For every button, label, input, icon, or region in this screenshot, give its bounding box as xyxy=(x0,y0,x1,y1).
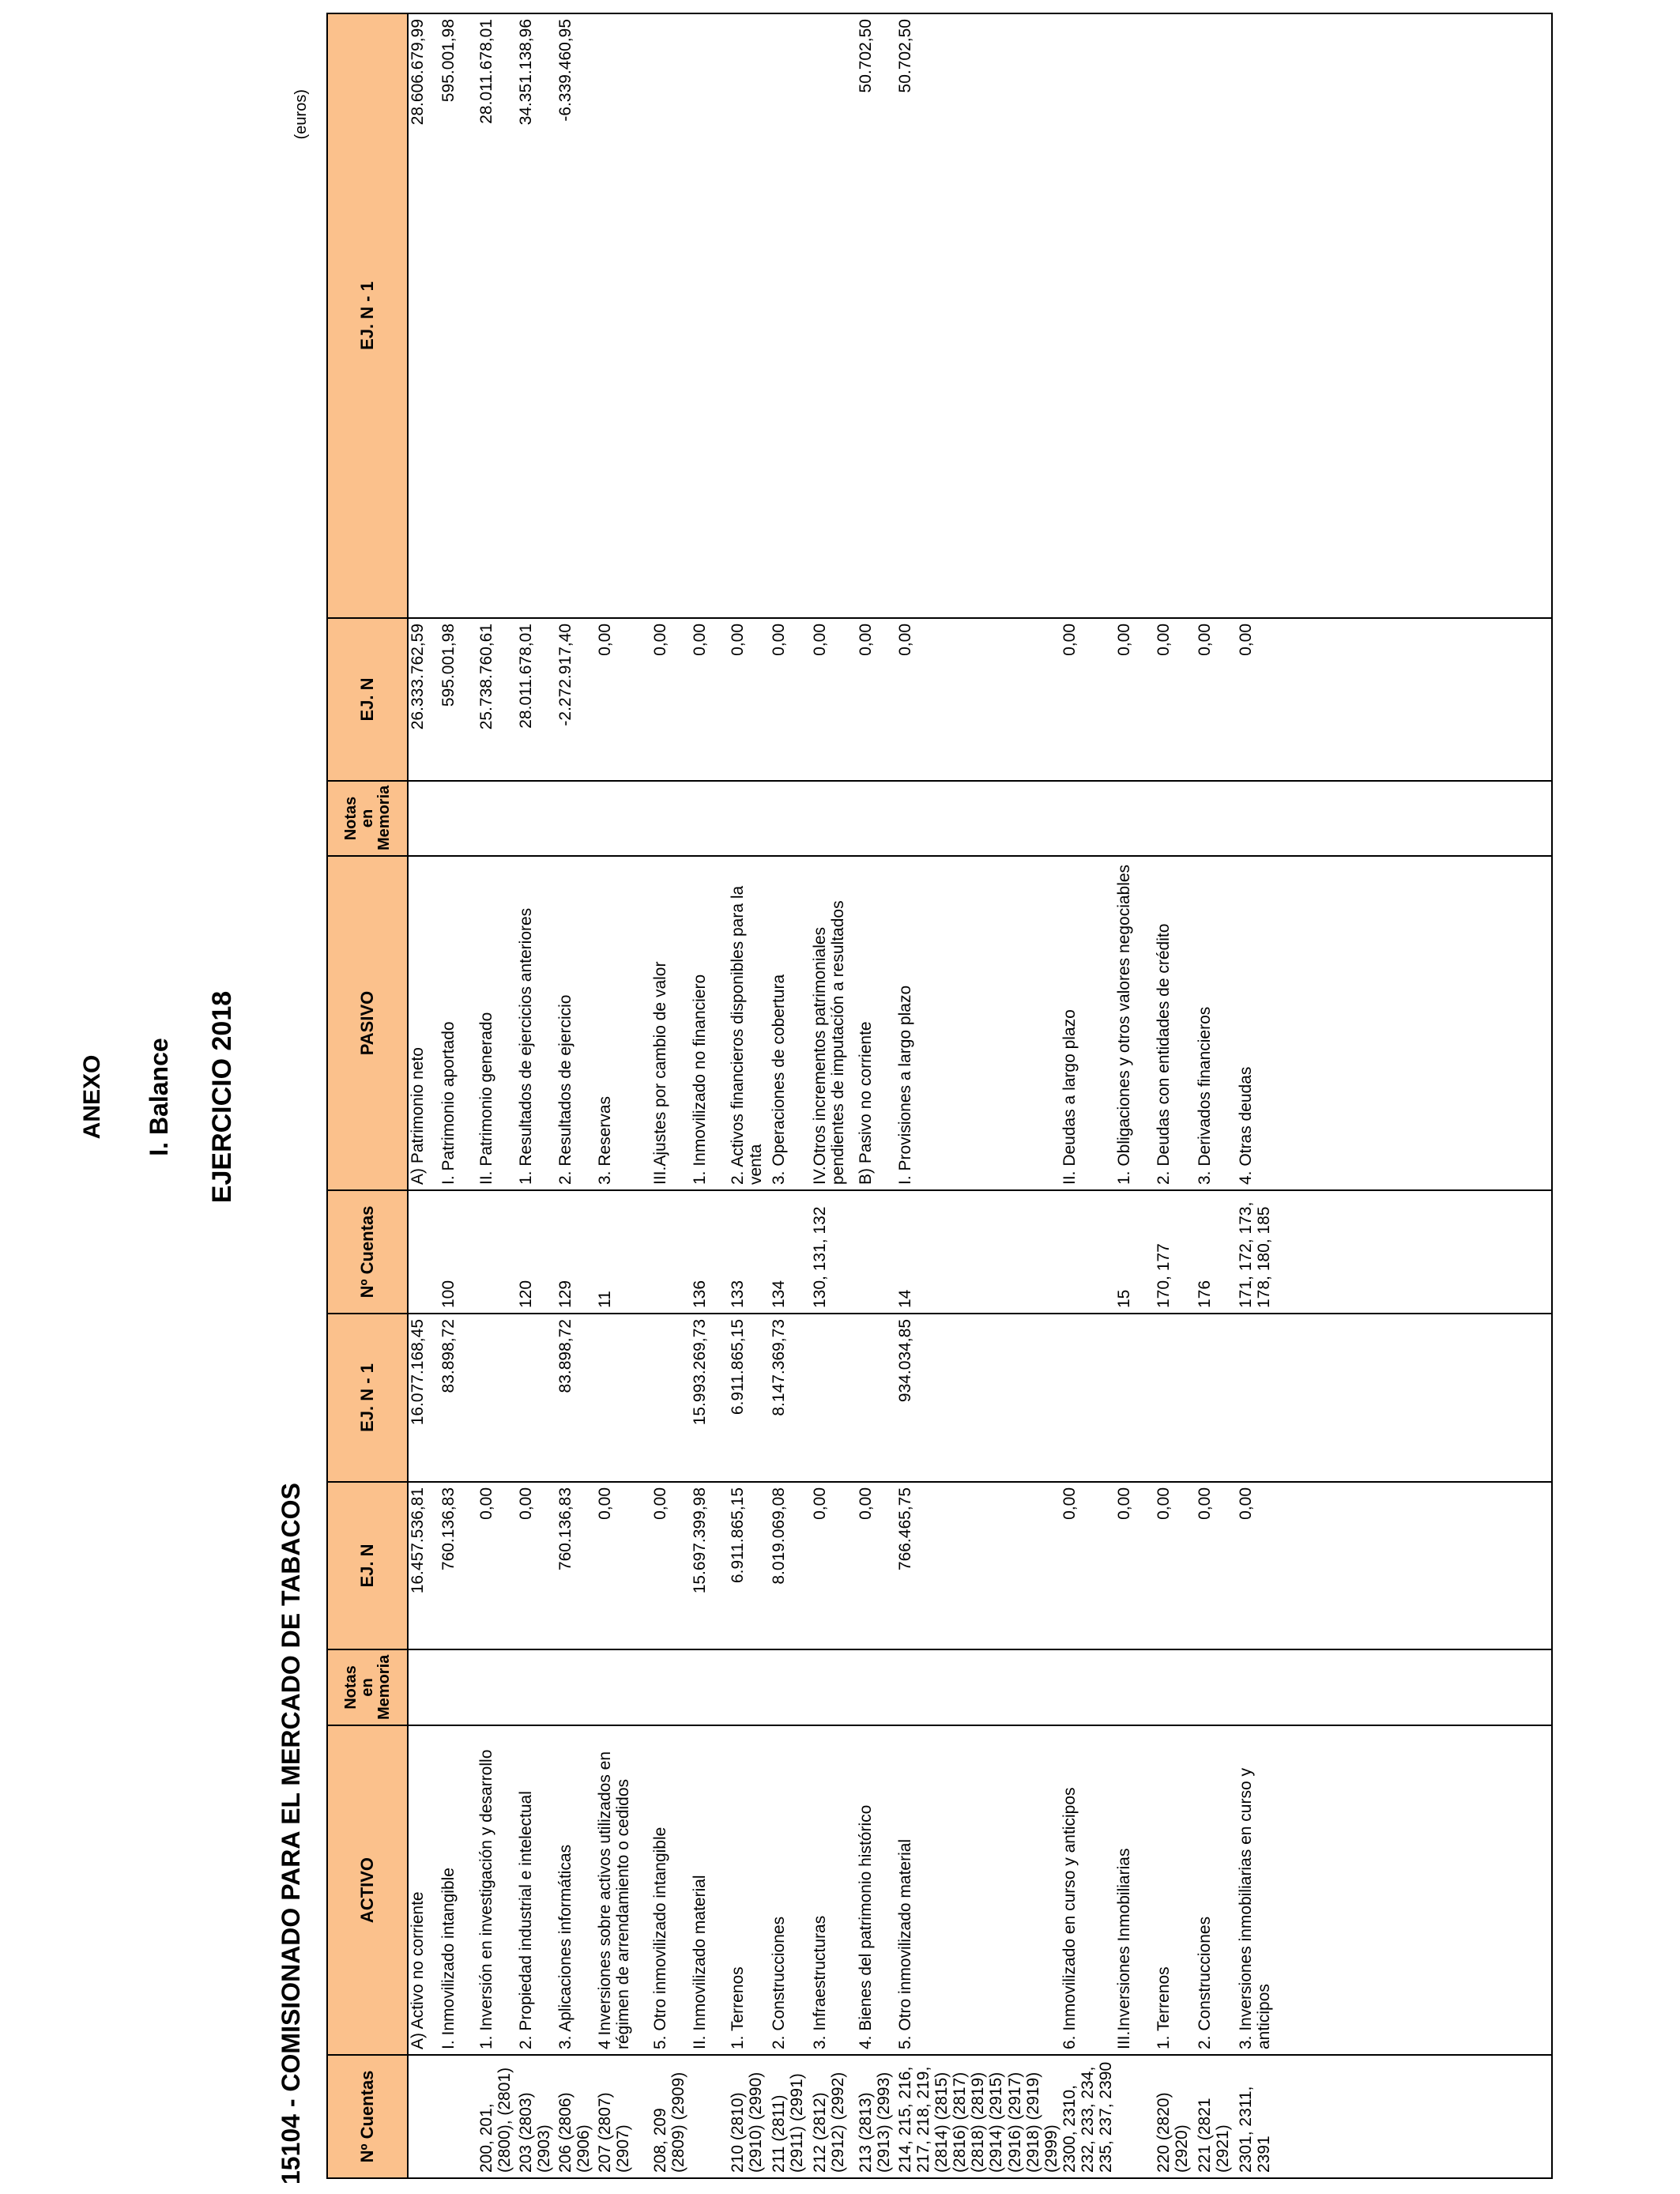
activo-label: 1. Terrenos xyxy=(729,1725,770,2055)
notas-activo xyxy=(691,1649,729,1725)
header-ejn-pasivo: EJ. N xyxy=(327,618,408,781)
pasivo-ejn1 xyxy=(651,13,691,618)
pasivo-label: II. Patrimonio generado xyxy=(477,856,517,1190)
activo-ejn: 0,00 xyxy=(1115,1482,1155,1649)
pasivo-ejn1 xyxy=(1237,13,1278,618)
pasivo-label: A) Patrimonio neto xyxy=(408,856,439,1190)
table-row xyxy=(1237,13,1278,2178)
empty-cell xyxy=(1278,1725,1552,2055)
account-pasivo: 176 xyxy=(1196,1190,1237,1314)
pasivo-label: B) Pasivo no corriente xyxy=(857,856,896,1190)
table-row xyxy=(477,13,517,2178)
activo-ejn: 760.136,83 xyxy=(556,1482,596,1649)
pasivo-label: 3. Operaciones de cobertura xyxy=(770,856,811,1190)
notas-pasivo xyxy=(1237,781,1278,856)
notas-activo xyxy=(1115,1649,1155,1725)
account-pasivo xyxy=(1060,1190,1115,1314)
empty-cell xyxy=(1278,618,1552,781)
activo-ejn1: 16.077.168,45 xyxy=(408,1314,439,1482)
notas-activo xyxy=(1155,1649,1196,1725)
header-activo: ACTIVO xyxy=(327,1725,408,2055)
activo-label: 2. Construcciones xyxy=(770,1725,811,2055)
pasivo-ejn: 0,00 xyxy=(1115,618,1155,781)
pasivo-ejn1: 28.011.678,01 xyxy=(477,13,517,618)
pasivo-ejn: 28.011.678,01 xyxy=(517,618,556,781)
pasivo-ejn: 0,00 xyxy=(770,618,811,781)
pasivo-label: I. Provisiones a largo plazo xyxy=(896,856,1060,1190)
header-cuentas-activo: Nº Cuentas xyxy=(327,2055,408,2178)
notas-pasivo xyxy=(1060,781,1115,856)
pasivo-ejn: 0,00 xyxy=(596,618,651,781)
account-activo: 214, 215, 216, 217, 218, 219, (2814) (2815) (2816) (2817) (2818) (2819) (2914) (2915) (2916) (2917) (2918) (2919) (2999) xyxy=(896,2055,1060,2178)
notas-pasivo xyxy=(729,781,770,856)
pasivo-ejn: -2.272.917,40 xyxy=(556,618,596,781)
activo-ejn: 766.465,75 xyxy=(896,1482,1060,1649)
activo-ejn: 0,00 xyxy=(651,1482,691,1649)
activo-label: 3. Infraestructuras xyxy=(811,1725,857,2055)
account-pasivo: 170, 177 xyxy=(1155,1190,1196,1314)
activo-ejn: 0,00 xyxy=(517,1482,556,1649)
account-pasivo: 15 xyxy=(1115,1190,1155,1314)
account-activo xyxy=(439,2055,477,2178)
activo-ejn1 xyxy=(517,1314,556,1482)
header-ejn1-pasivo: EJ. N - 1 xyxy=(327,13,408,618)
empty-cell xyxy=(1278,1649,1552,1725)
empty-cell xyxy=(1278,13,1552,618)
header-pasivo: PASIVO xyxy=(327,856,408,1190)
account-pasivo: 11 xyxy=(596,1190,651,1314)
table-row xyxy=(729,13,770,2178)
notas-pasivo xyxy=(596,781,651,856)
activo-label: 1. Terrenos xyxy=(1155,1725,1196,2055)
empty-cell xyxy=(1278,1314,1552,1482)
activo-ejn1: 15.993.269,73 xyxy=(691,1314,729,1482)
header-cuentas-pasivo: Nº Cuentas xyxy=(327,1190,408,1314)
account-activo: 213 (2813) (2913) (2993) xyxy=(857,2055,896,2178)
notas-activo xyxy=(857,1649,896,1725)
pasivo-label: 2. Resultados de ejercicio xyxy=(556,856,596,1190)
account-pasivo: 129 xyxy=(556,1190,596,1314)
account-activo: 206 (2806) (2906) xyxy=(556,2055,596,2178)
pasivo-label: 1. Resultados de ejercicios anteriores xyxy=(517,856,556,1190)
header-notas-pasivo: Notas en Memoria xyxy=(327,781,408,856)
pasivo-label: 1. Obligaciones y otros valores negociables xyxy=(1115,856,1155,1190)
pasivo-ejn1: 50.702,50 xyxy=(896,13,1060,618)
notas-activo xyxy=(811,1649,857,1725)
activo-label: 5. Otro inmovilizado material xyxy=(896,1725,1060,2055)
activo-label: II. Inmovilizado material xyxy=(691,1725,729,2055)
pasivo-ejn: 0,00 xyxy=(896,618,1060,781)
notas-activo xyxy=(439,1649,477,1725)
pasivo-label: 3. Reservas xyxy=(596,856,651,1190)
activo-ejn: 0,00 xyxy=(596,1482,651,1649)
activo-ejn: 0,00 xyxy=(857,1482,896,1649)
notas-activo xyxy=(1196,1649,1237,1725)
notas-activo xyxy=(1237,1649,1278,1725)
activo-label: 2. Construcciones xyxy=(1196,1725,1237,2055)
pasivo-ejn1 xyxy=(729,13,770,618)
table-row xyxy=(691,13,729,2178)
pasivo-label: 1. Inmovilizado no financiero xyxy=(691,856,729,1190)
pasivo-ejn1 xyxy=(691,13,729,618)
pasivo-ejn: 26.333.762,59 xyxy=(408,618,439,781)
table-body xyxy=(408,13,1552,2178)
pasivo-label: IV.Otros incrementos patrimoniales pendientes de imputación a resultados xyxy=(811,856,857,1190)
activo-ejn1: 6.911.865,15 xyxy=(729,1314,770,1482)
empty-cell xyxy=(1278,1482,1552,1649)
notas-pasivo xyxy=(811,781,857,856)
activo-label: III.Inversiones Inmobiliarias xyxy=(1115,1725,1155,2055)
fiscal-year-title: EJERCICIO 2018 xyxy=(207,990,237,1204)
table-row xyxy=(770,13,811,2178)
notas-pasivo xyxy=(556,781,596,856)
account-activo: 211 (2811) (2911) (2991) xyxy=(770,2055,811,2178)
notas-activo xyxy=(477,1649,517,1725)
table-row xyxy=(857,13,896,2178)
account-pasivo xyxy=(651,1190,691,1314)
pasivo-ejn1 xyxy=(596,13,651,618)
table-row xyxy=(1115,13,1155,2178)
activo-label: 3. Inversiones inmobiliarias en curso y anticipos xyxy=(1237,1725,1278,2055)
notas-pasivo xyxy=(1196,781,1237,856)
account-activo: 220 (2820) (2920) xyxy=(1155,2055,1196,2178)
pasivo-ejn: 0,00 xyxy=(811,618,857,781)
activo-ejn: 0,00 xyxy=(1060,1482,1115,1649)
pasivo-label: 3. Derivados financieros xyxy=(1196,856,1237,1190)
empty-cell xyxy=(1278,2055,1552,2178)
table-row xyxy=(408,13,439,2178)
empty-cell xyxy=(1278,1190,1552,1314)
pasivo-ejn1 xyxy=(811,13,857,618)
activo-ejn: 16.457.536,81 xyxy=(408,1482,439,1649)
pasivo-label: 2. Deudas con entidades de crédito xyxy=(1155,856,1196,1190)
pasivo-ejn1 xyxy=(1115,13,1155,618)
pasivo-label: III.Ajustes por cambio de valor xyxy=(651,856,691,1190)
activo-ejn: 0,00 xyxy=(1196,1482,1237,1649)
notas-activo xyxy=(896,1649,1060,1725)
account-pasivo: 136 xyxy=(691,1190,729,1314)
activo-ejn1: 83.898,72 xyxy=(439,1314,477,1482)
pasivo-label: 2. Activos financieros disponibles para la venta xyxy=(729,856,770,1190)
account-activo: 203 (2803) (2903) xyxy=(517,2055,556,2178)
account-activo: 212 (2812) (2912) (2992) xyxy=(811,2055,857,2178)
account-pasivo: 100 xyxy=(439,1190,477,1314)
activo-ejn1: 934.034,85 xyxy=(896,1314,1060,1482)
activo-label: 2. Propiedad industrial e intelectual xyxy=(517,1725,556,2055)
table-row xyxy=(811,13,857,2178)
activo-ejn1 xyxy=(811,1314,857,1482)
pasivo-label: II. Deudas a largo plazo xyxy=(1060,856,1115,1190)
notas-pasivo xyxy=(1155,781,1196,856)
account-activo: 200, 201, (2800), (2801) xyxy=(477,2055,517,2178)
activo-ejn1 xyxy=(1115,1314,1155,1482)
currency-unit: (euros) xyxy=(292,89,310,140)
account-activo xyxy=(1115,2055,1155,2178)
account-activo: 221 (2821 (2921) xyxy=(1196,2055,1237,2178)
activo-label: I. Inmovilizado intangible xyxy=(439,1725,477,2055)
table-row xyxy=(651,13,691,2178)
activo-ejn1: 8.147.369,73 xyxy=(770,1314,811,1482)
activo-ejn1 xyxy=(857,1314,896,1482)
pasivo-ejn: 595.001,98 xyxy=(439,618,477,781)
activo-label: 4 Inversiones sobre activos utilizados en régimen de arrendamiento o cedidos xyxy=(596,1725,651,2055)
table-row xyxy=(1196,13,1237,2178)
activo-ejn: 8.019.069,08 xyxy=(770,1482,811,1649)
pasivo-ejn1: 595.001,98 xyxy=(439,13,477,618)
pasivo-ejn1 xyxy=(1060,13,1115,618)
notas-activo xyxy=(729,1649,770,1725)
pasivo-ejn: 0,00 xyxy=(691,618,729,781)
table-row xyxy=(1155,13,1196,2178)
notas-pasivo xyxy=(517,781,556,856)
account-pasivo xyxy=(477,1190,517,1314)
account-pasivo xyxy=(408,1190,439,1314)
notas-pasivo xyxy=(477,781,517,856)
account-pasivo: 130, 131, 132 xyxy=(811,1190,857,1314)
pasivo-ejn: 0,00 xyxy=(1155,618,1196,781)
notas-activo xyxy=(651,1649,691,1725)
pasivo-ejn1: -6.339.460,95 xyxy=(556,13,596,618)
notas-pasivo xyxy=(439,781,477,856)
activo-ejn1 xyxy=(651,1314,691,1482)
account-activo: 2300, 2310, 232, 233, 234, 235, 237, 2390 xyxy=(1060,2055,1115,2178)
pasivo-ejn1 xyxy=(1155,13,1196,618)
notas-pasivo xyxy=(651,781,691,856)
notas-pasivo xyxy=(1115,781,1155,856)
activo-ejn: 15.697.399,98 xyxy=(691,1482,729,1649)
activo-label: 5. Otro inmovilizado intangible xyxy=(651,1725,691,2055)
activo-ejn1 xyxy=(1155,1314,1196,1482)
table-row xyxy=(1060,13,1115,2178)
notas-pasivo xyxy=(408,781,439,856)
activo-label: 3. Aplicaciones informáticas xyxy=(556,1725,596,2055)
notas-pasivo xyxy=(896,781,1060,856)
activo-ejn1 xyxy=(1237,1314,1278,1482)
entity-title: 15104 - COMISIONADO PARA EL MERCADO DE TABACOS xyxy=(277,1483,305,2185)
notas-activo xyxy=(770,1649,811,1725)
notas-pasivo xyxy=(691,781,729,856)
notas-activo xyxy=(556,1649,596,1725)
notas-activo xyxy=(596,1649,651,1725)
table-row xyxy=(596,13,651,2178)
balance-table xyxy=(326,13,1553,2179)
empty-cell xyxy=(1278,781,1552,856)
pasivo-ejn1 xyxy=(770,13,811,618)
table-row xyxy=(896,13,1060,2178)
pasivo-label: I. Patrimonio aportado xyxy=(439,856,477,1190)
activo-ejn: 0,00 xyxy=(811,1482,857,1649)
account-activo: 207 (2807) (2907) xyxy=(596,2055,651,2178)
account-pasivo: 133 xyxy=(729,1190,770,1314)
pasivo-ejn: 0,00 xyxy=(729,618,770,781)
pasivo-ejn: 0,00 xyxy=(1196,618,1237,781)
notas-activo xyxy=(408,1649,439,1725)
header-ejn-activo: EJ. N xyxy=(327,1482,408,1649)
pasivo-ejn: 0,00 xyxy=(651,618,691,781)
pasivo-ejn: 0,00 xyxy=(857,618,896,781)
pasivo-label: 4. Otras deudas xyxy=(1237,856,1278,1190)
account-pasivo: 171, 172, 173, 178, 180, 185 xyxy=(1237,1190,1278,1314)
account-pasivo: 14 xyxy=(896,1190,1060,1314)
pasivo-ejn1: 50.702,50 xyxy=(857,13,896,618)
account-activo xyxy=(408,2055,439,2178)
notas-activo xyxy=(517,1649,556,1725)
header-notas-activo: Notas en Memoria xyxy=(327,1649,408,1725)
activo-ejn: 0,00 xyxy=(1155,1482,1196,1649)
notas-activo xyxy=(1060,1649,1115,1725)
account-activo: 2301, 2311, 2391 xyxy=(1237,2055,1278,2178)
activo-ejn: 6.911.865,15 xyxy=(729,1482,770,1649)
table-row xyxy=(517,13,556,2178)
account-pasivo: 134 xyxy=(770,1190,811,1314)
account-pasivo: 120 xyxy=(517,1190,556,1314)
activo-ejn: 0,00 xyxy=(477,1482,517,1649)
pasivo-ejn: 25.738.760,61 xyxy=(477,618,517,781)
pasivo-ejn: 0,00 xyxy=(1237,618,1278,781)
activo-ejn1: 83.898,72 xyxy=(556,1314,596,1482)
table-header-row xyxy=(327,13,408,2178)
activo-ejn: 0,00 xyxy=(1237,1482,1278,1649)
notas-pasivo xyxy=(857,781,896,856)
pasivo-ejn1: 28.606.679,99 xyxy=(408,13,439,618)
activo-label: A) Activo no corriente xyxy=(408,1725,439,2055)
activo-label: 1. Inversión en investigación y desarrollo xyxy=(477,1725,517,2055)
pasivo-ejn: 0,00 xyxy=(1060,618,1115,781)
account-activo: 208, 209 (2809) (2909) xyxy=(651,2055,691,2178)
pasivo-ejn1: 34.351.138,96 xyxy=(517,13,556,618)
table-row xyxy=(439,13,477,2178)
account-pasivo xyxy=(857,1190,896,1314)
section-title: I. Balance xyxy=(145,1038,173,1156)
annex-title: ANEXO xyxy=(79,1054,105,1140)
activo-ejn1 xyxy=(596,1314,651,1482)
notas-pasivo xyxy=(770,781,811,856)
table-filler-row xyxy=(1278,13,1552,2178)
activo-label: 4. Bienes del patrimonio histórico xyxy=(857,1725,896,2055)
activo-ejn1 xyxy=(1060,1314,1115,1482)
table-row xyxy=(556,13,596,2178)
activo-ejn1 xyxy=(1196,1314,1237,1482)
activo-ejn1 xyxy=(477,1314,517,1482)
pasivo-ejn1 xyxy=(1196,13,1237,618)
activo-label: 6. Inmovilizado en curso y anticipos xyxy=(1060,1725,1115,2055)
account-activo xyxy=(691,2055,729,2178)
empty-cell xyxy=(1278,856,1552,1190)
header-ejn1-activo: EJ. N - 1 xyxy=(327,1314,408,1482)
account-activo: 210 (2810) (2910) (2990) xyxy=(729,2055,770,2178)
activo-ejn: 760.136,83 xyxy=(439,1482,477,1649)
